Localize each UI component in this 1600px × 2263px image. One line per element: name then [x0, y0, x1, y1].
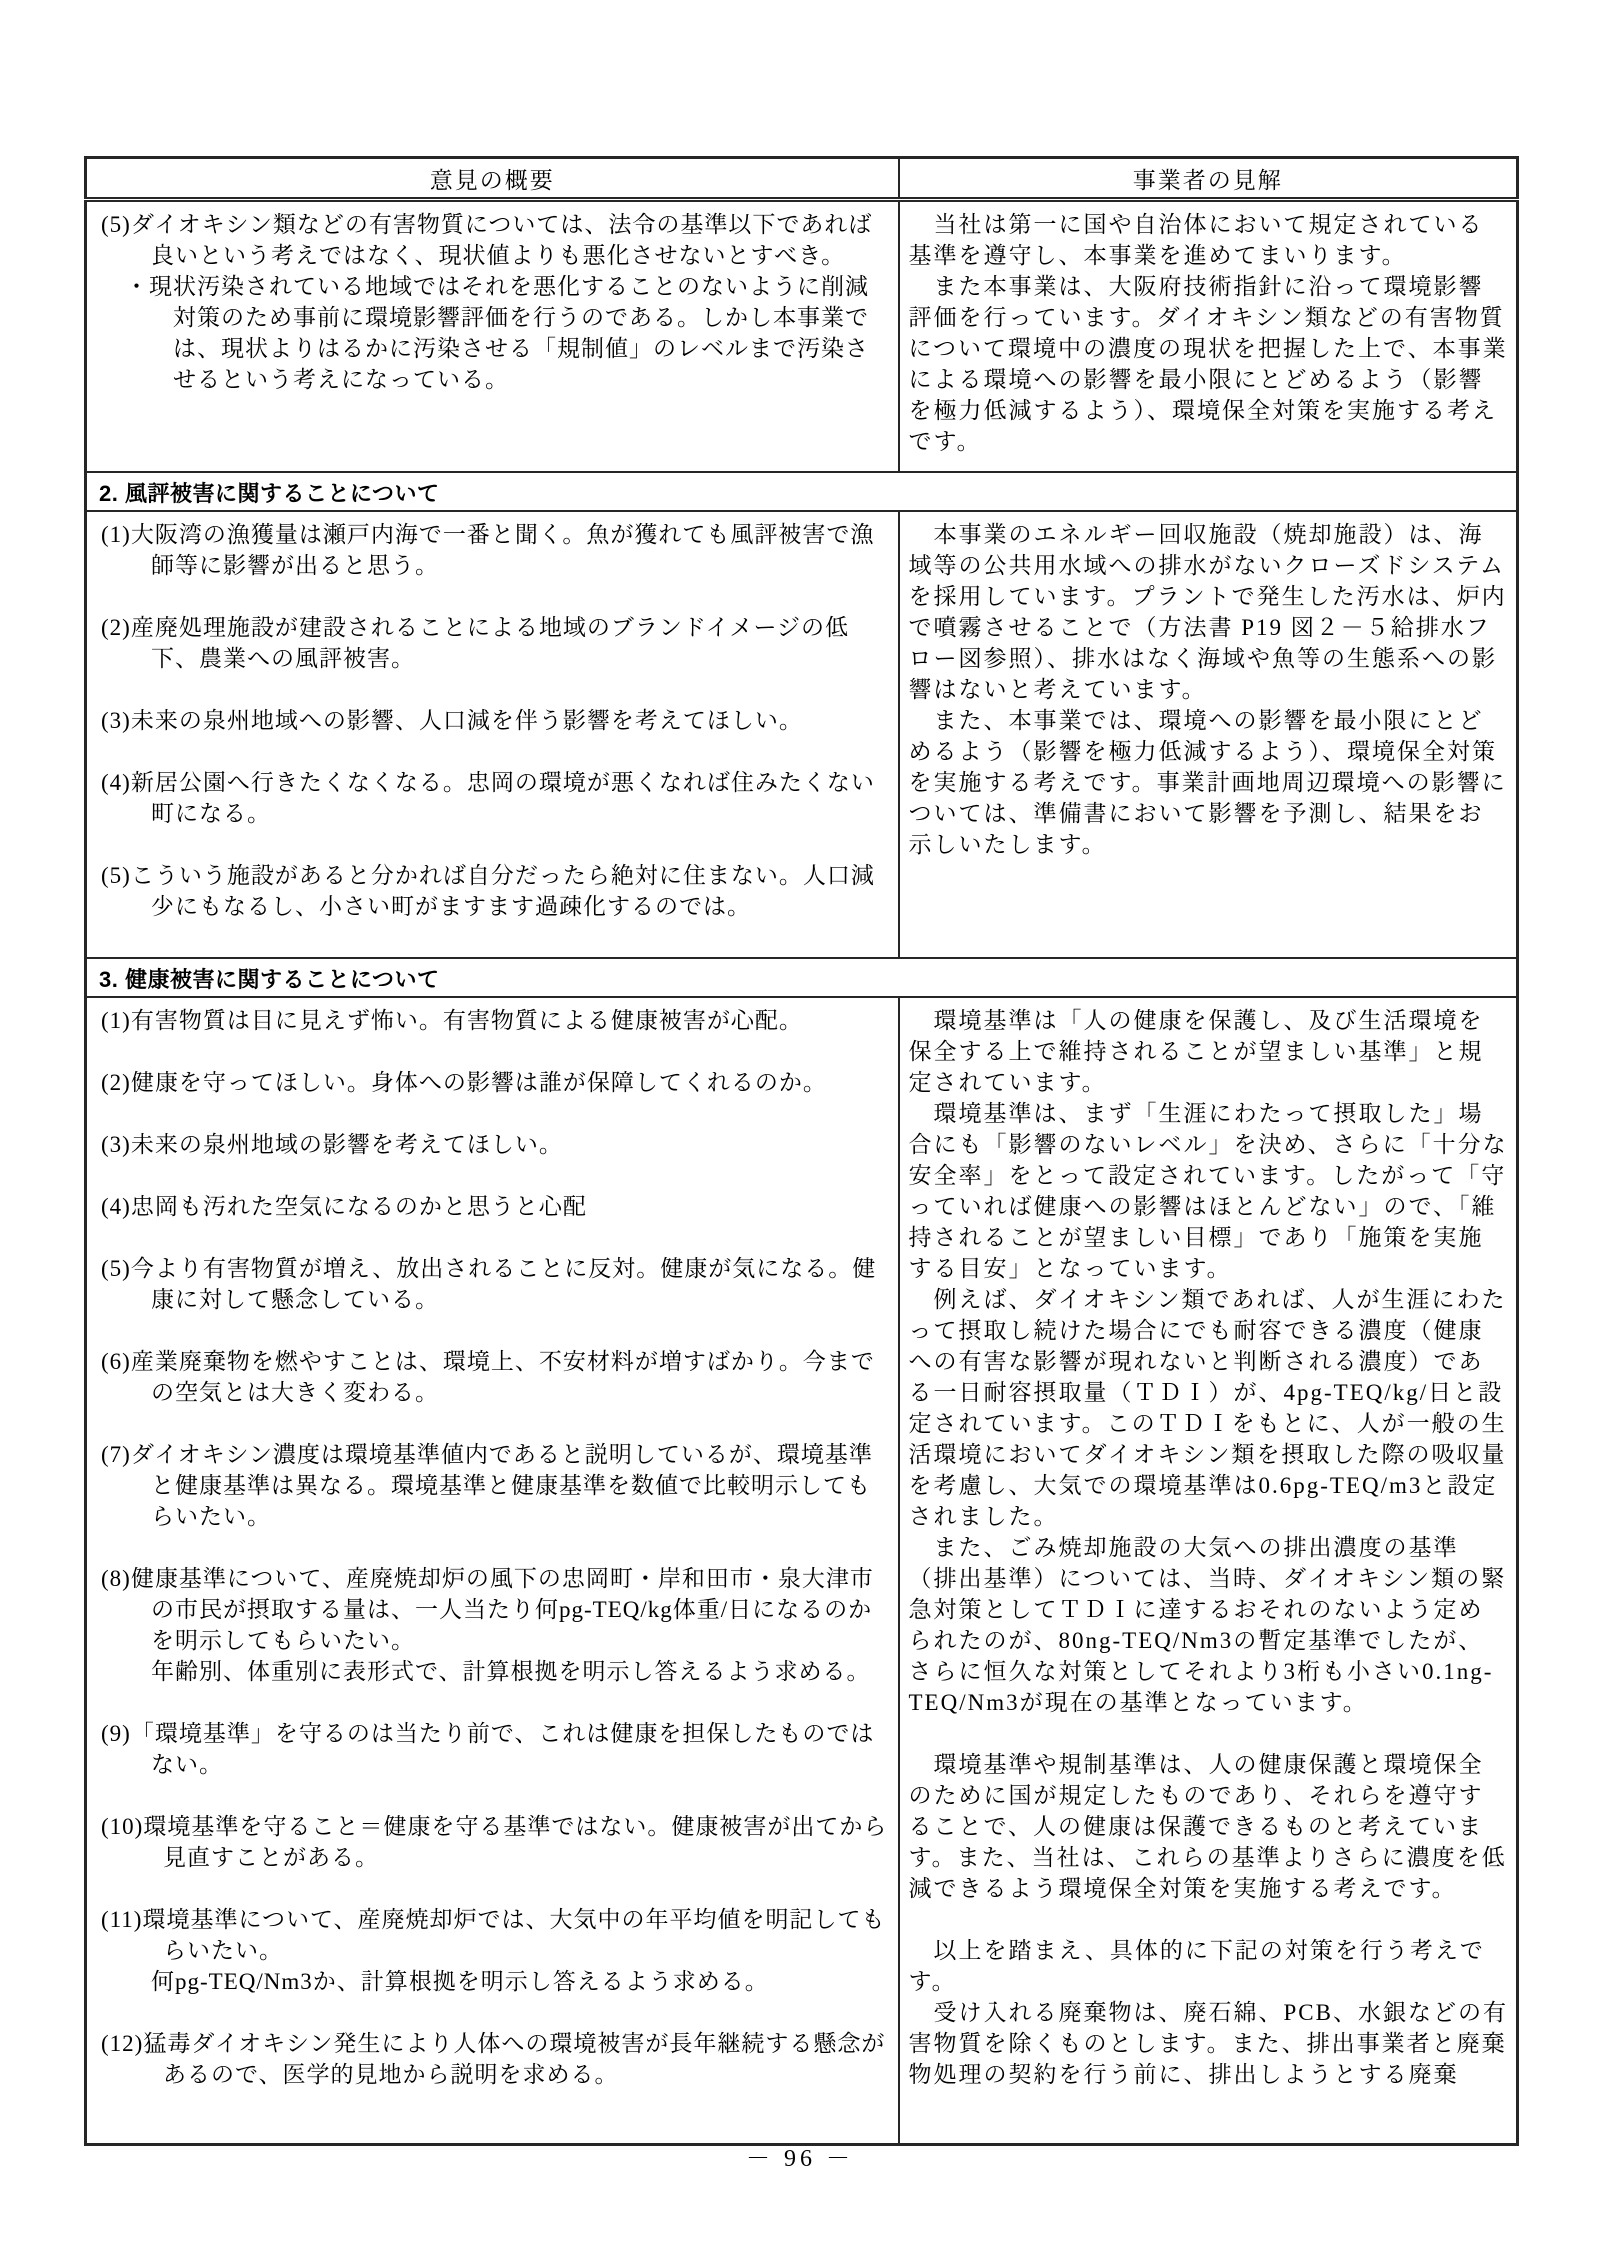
response-paragraph: 環境基準や規制基準は、人の健康保護と環境保全のために国が規定したものであり、それらを遵守することで、人の健康は保護できるものと考えています。また、当社は、これらの基準よりさらに濃度を低減できるよう環境保全対策を実施する考えです。 — [908, 1752, 1507, 1901]
response-paragraph: 以上を踏まえ、具体的に下記の対策を行う考えです。 — [908, 1938, 1485, 1994]
opinion-item: (2)健康を守ってほしい。身体への影響は誰が保障してくれるのか。 — [101, 1070, 827, 1095]
opinion-item: (3)未来の泉州地域への影響、人口減を伴う影響を考えてほしい。 — [101, 708, 803, 733]
response-paragraph: また、ごみ焼却施設の大気への排出濃度の基準（排出基準）については、当時、ダイオキシン類の緊急対策としてＴＤＩに達するおそれのないよう定められたのが、80ng-TEQ/Nm3の暫定基準でしたが、さらに恒久な対策としてそれより3桁も小さい0.1ng-TEQ/Nm3が現在の基準となっています。 — [908, 1535, 1507, 1715]
opinion-item: (5)こういう施設があると分かれば自分だったら絶対に住まない。人口減少にもなるし、小さい町がますます過疎化するのでは。 — [101, 863, 875, 919]
opinion-item: (10)環境基準を守ること＝健康を守る基準ではない。健康被害が出てから見直すことがある。 — [101, 1814, 888, 1870]
opinion-item: (7)ダイオキシン濃度は環境基準値内であると説明しているが、環境基準と健康基準は異なる。環境基準と健康基準を数値で比較明示してもらいたい。 — [101, 1442, 873, 1529]
opinion-item: (5)今より有害物質が増え、放出されることに反対。健康が気になる。健康に対して懸念している。 — [101, 1256, 877, 1312]
opinion-item-continuation: 年齢別、体重別に表形式で、計算根拠を明示し答えるよう求める。 — [151, 1659, 871, 1684]
response-paragraph: 本事業のエネルギー回収施設（焼却施設）は、海域等の公共用水域への排水がないクローズドシステムを採用しています。プラントで発生した汚水は、炉内で噴霧させることで（方法書 P19 図２－５給排水フロー図参照）、排水はなく海域や魚等の生態系への影響はないと考えています。 — [908, 522, 1507, 702]
section-title-reputation: 2. 風評被害に関することについて — [86, 472, 1518, 511]
response-paragraph: また、本事業では、環境への影響を最小限にとどめるよう（影響を極力低減するよう）、環境保全対策を実施する考えです。事業計画地周辺環境への影響については、準備書において影響を予測し、結果をお示しいたします。 — [908, 708, 1507, 857]
opinion-item-continuation: 何pg-TEQ/Nm3か、計算根拠を明示し答えるよう求める。 — [151, 1969, 769, 1994]
section-header-row — [86, 958, 1518, 997]
opinion-cell-reputation — [86, 511, 899, 958]
response-paragraph: 環境基準は、まず「生涯にわたって摂取した」場合にも「影響のないレベル」を決め、さらに「十分な安全率」をとって設定されています。したがって「守っていれば健康への影響はほとんどない」ので、「維持されることが望ましい目標」であり「施策を実施する目安」となっています。 — [908, 1101, 1508, 1281]
opinion-item: (5)ダイオキシン類などの有害物質については、法令の基準以下であれば良いという考えではなく、現状値よりも悪化させないとすべき。 — [101, 212, 873, 268]
response-paragraph: 受け入れる廃棄物は、廃石綿、PCB、水銀などの有害物質を除くものとします。また、排出事業者と廃棄物処理の契約を行う前に、排出しようとする廃棄 — [908, 2000, 1508, 2087]
section-title-health: 3. 健康被害に関することについて — [86, 958, 1518, 997]
response-cell-dioxin — [899, 200, 1518, 473]
page-number: － 96 － — [746, 2146, 854, 2172]
opinion-response-table — [84, 156, 1519, 2146]
opinion-cell-health — [86, 997, 899, 2145]
response-paragraph: 当社は第一に国や自治体において規定されている基準を遵守し、本事業を進めてまいります。 — [908, 212, 1484, 268]
opinion-cell-dioxin — [86, 200, 899, 473]
opinion-item: (8)健康基準について、産廃焼却炉の風下の忠岡町・岸和田市・泉大津市の市民が摂取する量は、一人当たり何pg-TEQ/kg体重/日になるのかを明示してもらいたい。 — [101, 1566, 874, 1653]
response-cell-health — [899, 997, 1518, 2145]
table-row — [86, 511, 1518, 958]
response-paragraph: また本事業は、大阪府技術指針に沿って環境影響評価を行っています。ダイオキシン類などの有害物質について環境中の濃度の現状を把握した上で、本事業による環境への影響を最小限にとどめるよう（影響を極力低減するよう）、環境保全対策を実施する考えです。 — [908, 274, 1508, 454]
opinion-item: (1)大阪湾の漁獲量は瀬戸内海で一番と聞く。魚が獲れても風評被害で漁師等に影響が出ると思う。 — [101, 522, 875, 578]
column-header-response: 事業者の見解 — [899, 158, 1518, 200]
opinion-item: (3)未来の泉州地域の影響を考えてほしい。 — [101, 1132, 563, 1157]
opinion-item: (2)産廃処理施設が建設されることによる地域のブランドイメージの低下、農業への風評被害。 — [101, 615, 849, 671]
response-paragraph: 例えば、ダイオキシン類であれば、人が生涯にわたって摂取し続けた場合にでも耐容できる濃度（健康への有害な影響が現れないと判断される濃度）である一日耐容摂取量（ＴＤＩ）が、4pg-TEQ/kg/日と設定されています。このＴＤＩをもとに、人が一般の生活環境においてダイオキシン類を摂取した際の吸収量を考慮し、大気での環境基準は0.6pg-TEQ/m3と設定されました。 — [908, 1287, 1507, 1529]
opinion-item: (4)新居公園へ行きたくなくなる。忠岡の環境が悪くなれば住みたくない町になる。 — [101, 770, 875, 826]
table-row — [86, 200, 1518, 473]
opinion-item: (6)産業廃棄物を燃やすことは、環境上、不安材料が増すばかり。今までの空気とは大きく変わる。 — [101, 1349, 875, 1405]
opinion-item: (1)有害物質は目に見えず怖い。有害物質による健康被害が心配。 — [101, 1008, 803, 1033]
opinion-item: (4)忠岡も汚れた空気になるのかと思うと心配 — [101, 1194, 587, 1219]
section-header-row — [86, 472, 1518, 511]
table-header-row — [86, 158, 1518, 200]
response-paragraph: 環境基準は「人の健康を保護し、及び生活環境を保全する上で維持されることが望ましい基準」と規定されています。 — [908, 1008, 1484, 1095]
opinion-item: (11)環境基準について、産廃焼却炉では、大気中の年平均値を明記してもらいたい。 — [101, 1907, 886, 1963]
response-cell-reputation — [899, 511, 1518, 958]
column-header-opinion: 意見の概要 — [86, 158, 899, 200]
opinion-subitem: ・現状汚染されている地域ではそれを悪化することのないように削減対策のため事前に環境影響評価を行うのである。しかし本事業では、現状よりはるかに汚染させる「規制値」のレベルまで汚染させるという考えになっている。 — [125, 274, 869, 392]
opinion-item: (12)猛毒ダイオキシン発生により人体への環境被害が長年継続する懸念があるので、医学的見地から説明を求める。 — [101, 2031, 886, 2087]
table-row — [86, 997, 1518, 2145]
opinion-item: (9)「環境基準」を守るのは当たり前で、これは健康を担保したものではない。 — [101, 1721, 875, 1777]
